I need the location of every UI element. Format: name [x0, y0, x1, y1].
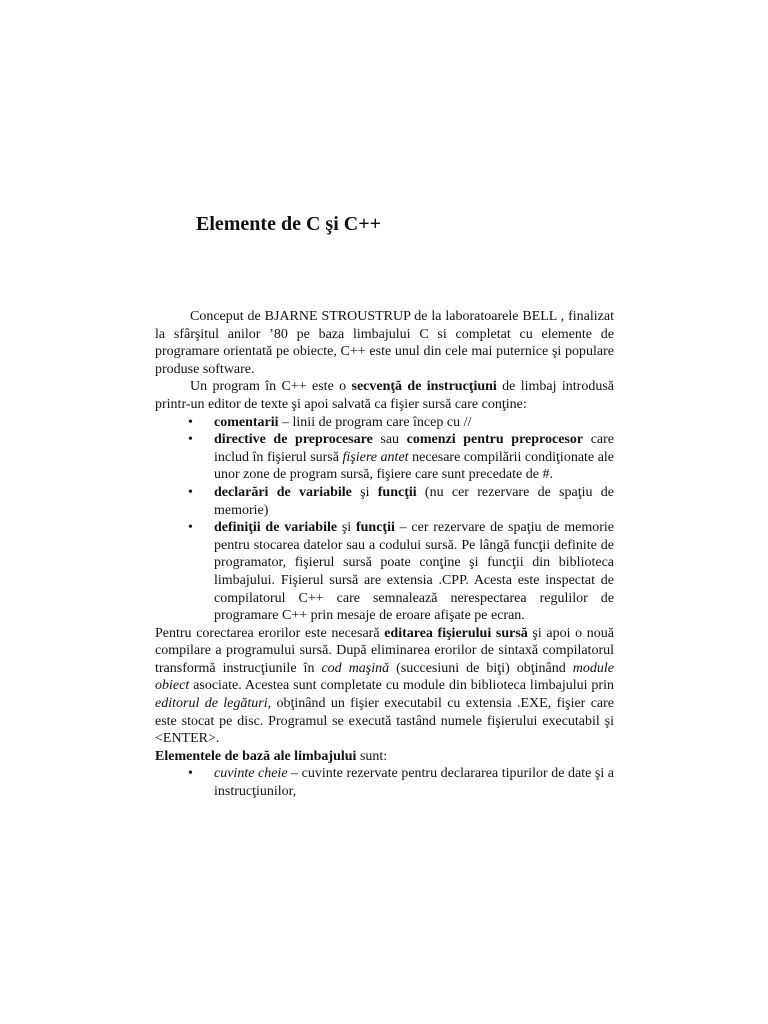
list-item: [155, 519, 614, 625]
bold-term: Elementele de bază ale limbajului: [155, 748, 357, 764]
list-item: [155, 765, 614, 800]
text-span: sau: [372, 432, 407, 448]
text-span: necesare compilării condiţionate ale unor zone de program sursă, fişiere care sunt precedate de #.: [214, 449, 615, 483]
text-span: şi: [351, 484, 378, 500]
bold-term: secvenţă de instrucţiuni: [351, 379, 497, 395]
text-span: care includ în fişierul sursă: [214, 432, 614, 465]
paragraph-compilation: [155, 625, 614, 748]
text-span: asociate. Acestea sunt completate cu module din biblioteca limbajului prin: [189, 678, 614, 694]
text-span: (nu cer rezervare de spaţiu de memorie): [214, 484, 614, 518]
text-span: sunt:: [356, 748, 388, 764]
italic-term: fişiere antet: [342, 449, 409, 465]
paragraph-elements: [155, 748, 614, 766]
text-span: şi: [337, 520, 356, 536]
italic-term: cod maşină: [321, 660, 390, 676]
list-item: [155, 484, 614, 519]
italic-term: module obiect: [155, 660, 614, 694]
italic-term: editorul de legături: [155, 696, 268, 712]
bold-term: funcţii: [377, 484, 417, 500]
bold-term: funcţii: [355, 520, 395, 536]
italic-term: cuvinte cheie: [214, 766, 288, 782]
bold-term: declarări de variabile: [214, 484, 352, 500]
text-span: Pentru corectarea erorilor este necesară: [155, 625, 385, 641]
text-span: de limbaj introdusă printr-un editor de texte şi apoi salvată ca fişier sursă care conţine:: [155, 379, 614, 412]
paragraph-program: [155, 378, 614, 413]
text-span: (succesiuni de biţi) obţinând: [389, 660, 573, 676]
page-title: Elemente de C şi C++: [196, 213, 381, 235]
text-span: – cuvinte rezervate pentru declararea tipurilor de date şi a instrucţiunilor,: [214, 766, 615, 800]
bold-term: editarea fişierului sursă: [384, 625, 528, 641]
bold-term: comentarii: [214, 414, 279, 430]
text-span: şi apoi o nouă compilare a programului sursă. După eliminarea erorilor de sintaxă compilatorul transformă instrucţiunile în: [155, 625, 614, 676]
text-span: Un program în C++ este o: [190, 379, 352, 395]
program-contents-list: [155, 414, 614, 625]
paragraph-intro: Conceput de BJARNE STROUSTRUP de la laboratoarele BELL , finalizat la sfârşitul anilor ’80 pe baza limbajului C si completat cu elemente de programare orientată pe obiecte, C++ este unul din cele mai puternice şi populare produse software.: [155, 309, 614, 377]
language-elements-list: [155, 765, 614, 800]
bold-term: definiţii de variabile: [214, 520, 338, 536]
bold-term: comenzi pentru preprocesor: [406, 432, 584, 448]
document-body: [155, 308, 614, 801]
text-span: – linii de program care încep cu //: [278, 414, 472, 430]
text-span: – cer rezervare de spaţiu de memorie pentru stocarea datelor sau a codului sursă. Pe lângă funcţii definite de programator, fişierul sursă poate conţine şi funcţii din biblioteca limbajului. Fişierul sursă are extensia .CPP. Acesta este inspectat de compilatorul C++ care semnalează nerespectarea regulilor de programare C++ prin mesaje de eroare afişate pe ecran.: [214, 520, 614, 624]
list-item: [155, 414, 614, 432]
bold-term: directive de preprocesare: [214, 432, 373, 448]
text-span: , obţinând un fişier executabil cu extensia .EXE, fişier care este stocat pe disc. Programul se execută tastând numele fişierului executabil şi <ENTER>.: [155, 696, 614, 747]
list-item: [155, 431, 614, 484]
